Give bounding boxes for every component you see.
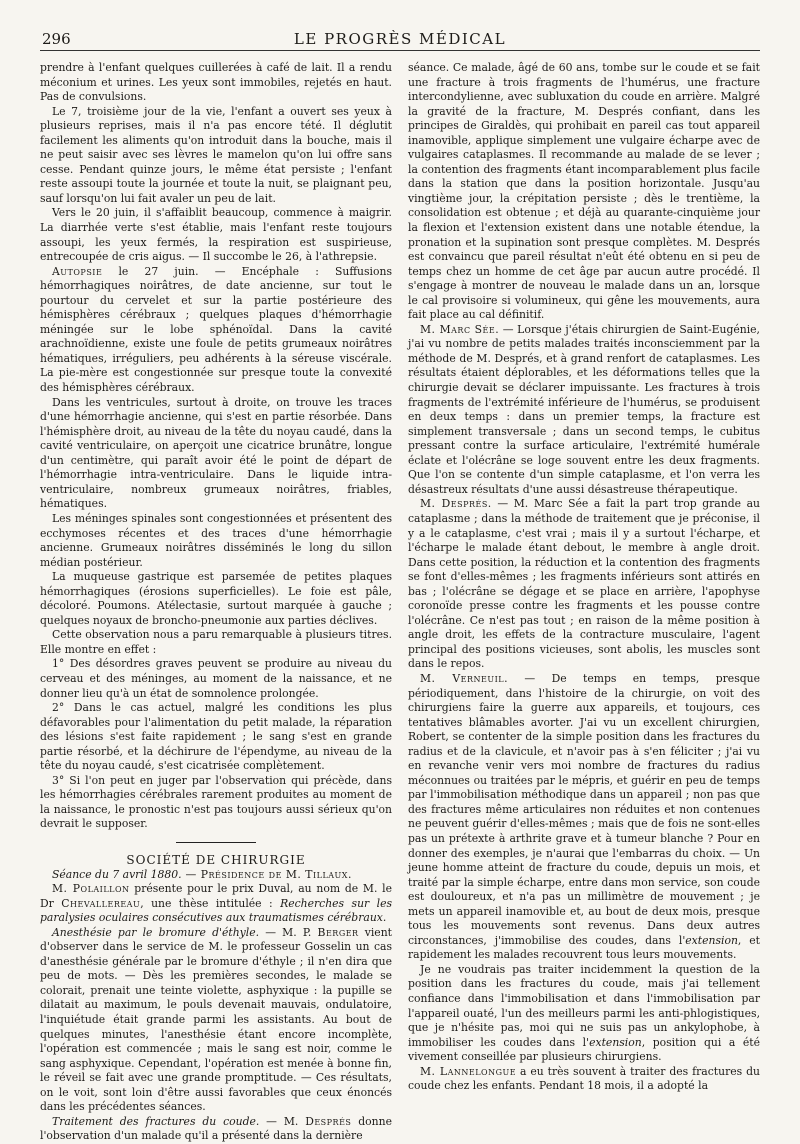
paragraph: prendre à l'enfant quelques cuillerées à café de lait. Il a rendu méconium et urines. Les yeux sont immobiles, rejetés en haut. Pas de convulsions.	[40, 61, 392, 104]
paragraph	[408, 963, 760, 1065]
speaker-name: Després	[305, 1114, 352, 1128]
paragraph-text: a eu très souvent à traiter des fractures du coude chez les enfants. Pendant 18 mois, il a adopté la	[408, 1064, 760, 1093]
paragraph	[40, 882, 392, 926]
paragraph: 3° Si l'on peut en juger par l'observation qui précède, dans les hémorrhagies cérébrales rarement produites au moment de la naissance, le pronostic n'est pas toujours aussi sérieux qu'on devrait le supposer.	[40, 773, 392, 831]
speaker-name: Berger	[317, 925, 359, 939]
topic-label: Traitement des fractures du coude.	[52, 1114, 260, 1128]
topic-label: Anesthésie par le bromure d'éthyle.	[52, 925, 260, 939]
page-number: 296	[42, 30, 71, 48]
paragraph-text: — Lorsque j'étais chirurgien de Saint-Eugénie, j'ai vu nombre de petits malades traités inconsciemment par la méthode de M. Després, et à grand renfort de cataplasmes. Les résultats étaient déplorables, et les déformations telles que la chirurgie devait se déclarer impuissante. Les fractures à trois fragments de l'extrémité inférieure de l'humérus, se produisent en deux temps : dans un premier temps, la fracture est simplement transversale ; dans un second temps, le cubitus pressant contre la surface articulaire, l'extrémité humérale éclate et l'olécrâne se loge souvent entre les deux fragments. Que l'on se contente d'un simple cataplasme, et l'on verra les désastreux résultats d'une aussi désastreuse thérapeutique.	[408, 322, 760, 496]
paragraph-text: le 27 juin. — Encéphale : Suffusions hémorrhagiques noirâtres, de date ancienne, sur tout le pourtour du cervelet et sur la partie postérieure des hémisphères cérébraux ; quelques plaques d'hémorrhagie méningée sur le lobe sphénoïdal. Dans la cavité arachnoïdienne, existe une foule de petits grumeaux noirâtres hématiques, irréguliers, peu adhérents à la séreuse viscérale. La pie-mère est congestionnée sur presque toute la convexité des hémisphères cérébraux.	[40, 264, 392, 395]
text-columns	[40, 61, 760, 1144]
paragraph-text: — M.	[259, 1114, 306, 1128]
paragraph	[408, 1065, 760, 1094]
paragraph-text: vient d'observer dans le service de M. le professeur Gosselin un cas d'anesthésie générale par le bromure d'éthyle ; il n'en dira que peu de mots. — Dès les premières secondes, le malade se colorait, prenait une teinte violette, asphyxique : la pupille se dilatait au maximum, le pouls devenait mauvais, ondulatoire, l'inquiétude était grande parmi les assistants. Au bout de quelques minutes, l'anesthésie étant encore incomplète, l'opération est commencée ; mais le sang est noir, comme le sang asphyxique. Cependant, l'opération est menée à bonne fin, le réveil se fait avec une grande promptitude. — Ces résultats, on le voit, sont loin d'être aussi favorables que ceux énoncés dans les précédentes séances.	[40, 925, 392, 1114]
left-column	[40, 61, 392, 1144]
paragraph-text: donne l'observation d'un malade qu'il a présenté dans la dernière	[40, 1114, 392, 1143]
seance-line	[40, 868, 392, 883]
paragraph	[408, 497, 760, 672]
speaker-name: M. Verneuil.	[420, 671, 509, 685]
paragraph-text: , position qui a été vivement conseillée par plusieurs chirurgiens.	[408, 1035, 760, 1064]
paragraph: 1° Des désordres graves peuvent se produire au niveau du cerveau et des méninges, au moment de la naissance, et ne donner lieu qu'à un état de somnolence prolongée.	[40, 657, 392, 700]
speaker-name: M. Lannelongue	[420, 1064, 517, 1078]
paragraph: Vers le 20 juin, il s'affaiblit beaucoup, commence à maigrir. La diarrhée verte s'est établie, mais l'enfant reste toujours assoupi, les yeux fermés, la respiration est suspirieuse, entrecoupée de cris aigus. — Il succombe le 26, à l'athrepsie.	[40, 206, 392, 264]
paragraph-text: — De temps en temps, presque périodiquement, dans l'histoire de la chirurgie, on voit des chirurgiens faire la guerre aux appareils, et toujours, ces tentatives blâmables avorter. J'ai vu un excellent chirurgien, Robert, se contenter de la simple position dans les fractures du radius et de la clavicule, et n'avoir pas à s'en féliciter ; j'ai vu en revanche venir vers moi nombre de fractures du radius méconnues ou traitées par le mépris, et guérir en peu de temps par l'immobilisation méthodique dans un appareil ; non pas que des fractures même articulaires non réduites et non contenues ne peuvent guérir d'elles-mêmes ; mais que de fois ne sont-elles pas un prétexte à arthrite grave et à tumeur blanche ? Pour en donner des exemples, je n'aurai que l'embarras du choix. — Un jeune homme atteint de fracture du coude, depuis un mois, et traité par la simple écharpe, entre dans mon service, son coude est douloureux, et n'a pas un millimètre de mouvement ; je mets un appareil inamovible et, au bout de deux mois, presque tous les mouvements sont revenus. Dans deux autres circonstances, j'immobilise des coudes, dans l'	[408, 671, 760, 947]
speaker-name: M. Després.	[420, 497, 492, 511]
right-column	[408, 61, 760, 1144]
paragraph-text: , une thèse intitulée :	[140, 896, 281, 910]
paragraph: Dans les ventricules, surtout à droite, on trouve les traces d'une hémorrhagie ancienne, qui s'est en partie résorbée. Dans l'hémisphère droit, au niveau de la tête du noyau caudé, dans la cavité ventriculaire, on aperçoit une cicatrice brunâtre, longue d'un centimètre, qui paraît avoir été le point de départ de l'hémorrhagie intra-ventriculaire. Dans le liquide intra-ventriculaire, nombreux grumeaux noirâtres, friables, hématiques.	[40, 395, 392, 511]
paragraph-text: — M. P.	[259, 925, 318, 939]
paragraph-text: Je ne voudrais pas traiter incidemment la question de la position dans les fractures du coude, mais j'ai tellement confiance dans l'immobilisation et dans l'immobilisation par l'appareil ouaté, l'un des meilleurs parmi les anti-phlogistiques, que je n'hésite pas, moi qui ne suis pas un ankylophobe, à immobiliser les coudes dans l'	[408, 962, 760, 1049]
seance-president: — Présidence de M. Tillaux.	[181, 867, 352, 881]
section-divider	[176, 842, 256, 843]
page-header	[40, 28, 760, 51]
paragraph-text: présente pour le prix Duval, au nom de M. le Dr	[40, 882, 392, 910]
thesis-title: Recherches sur les paralysies oculaires consécutives aux traumatismes cérébraux.	[40, 896, 393, 925]
seance-date: Séance du 7 avril 1880.	[52, 867, 182, 881]
paragraph	[40, 926, 392, 1115]
paragraph: 2° Dans le cas actuel, malgré les conditions les plus défavorables pour l'alimentation du petit malade, la réparation des lésions s'est faite rapidement ; le sang s'est en grande partie résorbé, et la déchirure de l'épendyme, au niveau de la tête du noyau caudé, s'est cicatrisée complètement.	[40, 701, 392, 773]
paragraph-text: — M. Marc Sée a fait la part trop grande au cataplasme ; dans la méthode de traitement que je préconise, il y a le cataplasme, c'est vrai ; mais il y a surtout l'écharpe, et l'écharpe le malade étant debout, le membre à angle droit. Dans cette position, la réduction et la contention des fragments se font d'elles-mêmes ; les fragments inférieurs sont attirés en bas ; l'olécrâne se dégage et se place en arrière, l'apophyse coronoïde presse contre les fragments et les pousse contre l'olécrâne. Ce n'est pas tout ; en raison de la même position à angle droit, les effets de la contracture musculaire, l'agent principal des positions vicieuses, sont abolis, les muscles sont dans le repos.	[408, 497, 760, 671]
paragraph: La muqueuse gastrique est parsemée de petites plaques hémorrhagiques (érosions superficielles). Le foie est pâle, décoloré. Poumons. Atélectasie, surtout marquée à gauche ; quelques noyaux de broncho-pneumonie aux parties déclives.	[40, 570, 392, 627]
emphasis: extension	[685, 933, 738, 947]
paragraph: Les méninges spinales sont congestionnées et présentent des ecchymoses récentes et des traces d'une hémorrhagie ancienne. Grumeaux noirâtres disséminés le long du sillon médian postérieur.	[40, 511, 392, 569]
paragraph	[40, 1115, 392, 1144]
paragraph: Le 7, troisième jour de la vie, l'enfant a ouvert ses yeux à plusieurs reprises, mais il n'a pas encore tété. Il déglutit facilement les aliments qu'on introduit dans la bouche, mais il ne peut saisir avec ses lèvres le mamelon qu'on lui offre sans cesse. Pendant quinze jours, le même état persiste ; l'enfant reste assoupi toute la journée et toute la nuit, se plaignant peu, sauf lorsqu'on lui fait avaler un peu de lait.	[40, 104, 392, 205]
paragraph	[408, 323, 760, 498]
paragraph-text: , et rapidement les malades recouvrent tous leurs mouvements.	[408, 933, 760, 962]
section-title: SOCIÉTÉ DE CHIRURGIE	[126, 852, 306, 867]
paragraph: Cette observation nous a paru remarquable à plusieurs titres. Elle montre en effet :	[40, 628, 392, 656]
paragraph: séance. Ce malade, âgé de 60 ans, tombe sur le coude et se fait une fracture à trois fragments de l'humérus, une fracture intercondylienne, avec subluxation du coude en arrière. Malgré la gravité de la fracture, M. Després confiant, dans les principes de Giraldès, qui prohibait en pareil cas tout appareil inamovible, applique simplement une vulgaire écharpe avec de vulgaires cataplasmes. Il recommande au malade de se lever ; la contention des fragments étant incomparablement plus facile dans la station que dans la position horizontale. Jusqu'au vingtième jour, la crépitation persiste ; dès le trentième, la consolidation est obtenue ; et déjà au quarante-cinquième jour la flexion et l'extension existent dans une notable étendue, la pronation et la supination sont presque complètes. M. Després est convaincu que pareil résultat n'eût été obtenu en si peu de temps chez un homme de cet âge par aucun autre procédé. Il s'engage à montrer de nouveau le malade dans un an, lorsque le cal provisoire si volumineux, qui gêne les mouvements, aura fait place au cal définitif.	[408, 61, 760, 322]
running-title: LE PROGRÈS MÉDICAL	[293, 30, 507, 48]
emphasis: extension	[589, 1035, 642, 1049]
speaker-name: M. Polaillon	[52, 882, 130, 896]
speaker-name: M. Marc Sée.	[420, 322, 500, 336]
paragraph	[408, 672, 760, 963]
autopsy-label: Autopsie	[52, 264, 103, 278]
speaker-name: Chevallereau	[61, 896, 141, 910]
paragraph	[40, 265, 392, 396]
